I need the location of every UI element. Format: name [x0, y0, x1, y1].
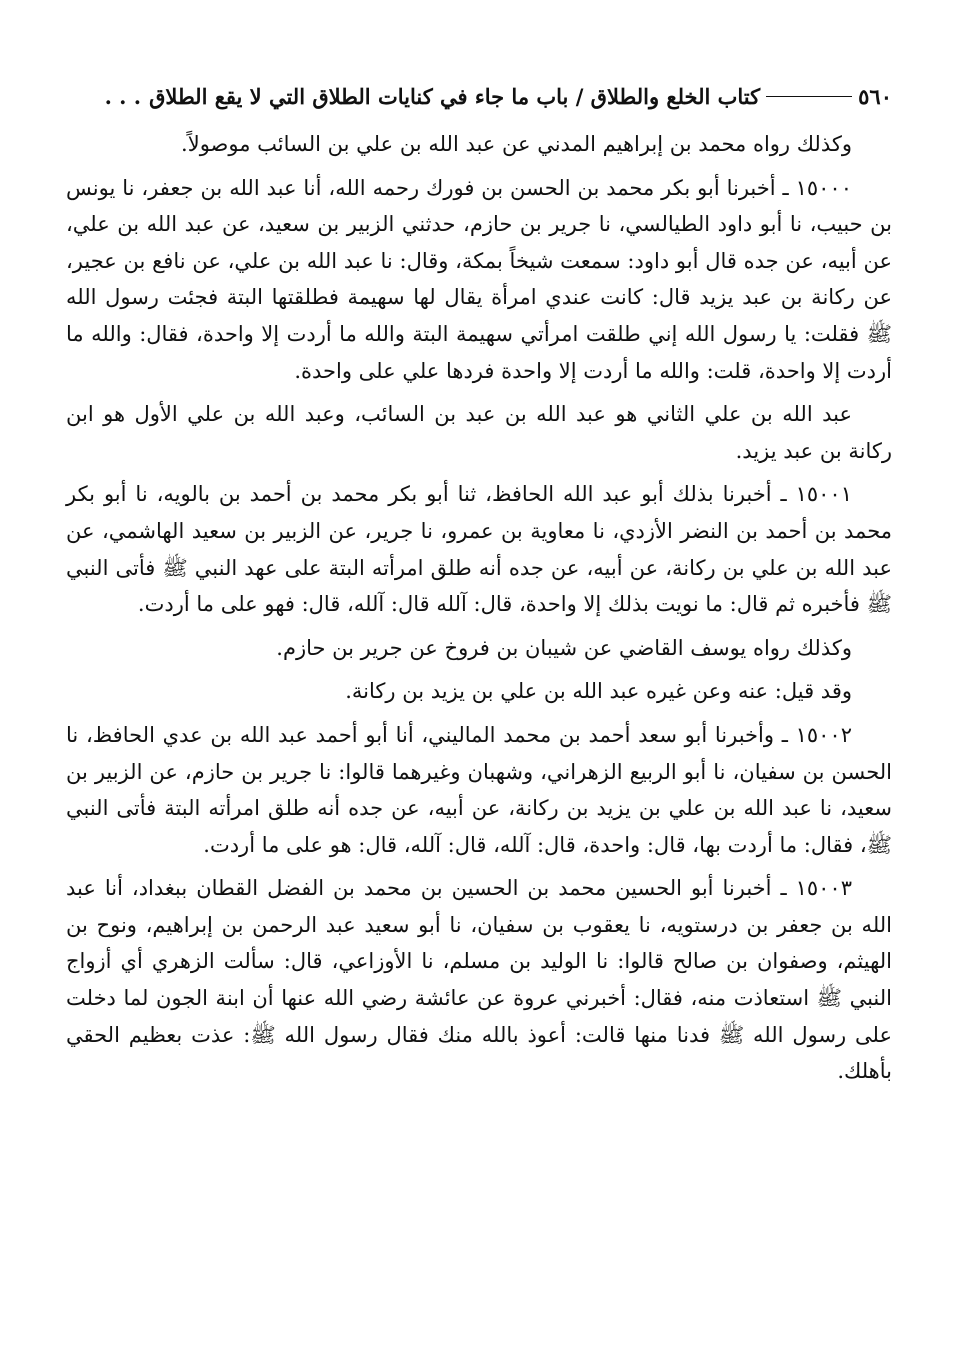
- paragraph-note-abdullah: عبد الله بن علي الثاني هو عبد الله بن عبد بن السائب، وعبد الله بن علي الأول هو ابن ركانة بن عبد يزيد.: [66, 402, 892, 463]
- hadith-15003: ١٥٠٠٣ ـ أخبرنا أبو الحسين محمد بن الحسين بن محمد بن الفضل القطان ببغداد، أنا عبد الله بن جعفر بن درستويه، نا يعقوب بن سفيان، نا أبو سعيد عبد الرحمن بن إبراهيم، ونوح بن الهيثم، وصفوان بن صالح قالوا: نا الوليد بن مسلم، نا الأوزاعي، قال: سألت الزهري أي أزواج النبي ﷺ استعاذت منه، فقال: أخبرني عروة عن عائشة رضي الله عنها أن ابنة الجون لما دخلت على رسول الله ﷺ فدنا منها قالت: أعوذ بالله منك فقال رسول الله ﷺ: عذت بعظيم الحقي بأهلك.: [66, 876, 892, 1084]
- page-body: [66, 126, 892, 1090]
- header-rule: [766, 96, 852, 97]
- page-header: [66, 78, 892, 114]
- hadith-15000: ١٥٠٠٠ ـ أخبرنا أبو بكر محمد بن الحسن بن فورك رحمه الله، أنا عبد الله بن جعفر، نا يونس بن حبيب، نا أبو داود الطيالسي، نا جرير بن حازم، حدثني الزبير بن سعيد، عن عبد الله بن علي، عن أبيه، عن جده قال أبو داود: سمعت شيخاً بمكة، وقال: نا عبد الله بن علي، عن نافع بن عجير، عن ركانة بن عبد يزيد قال: كانت عندي امرأة يقال لها سهيمة فطلقتها البتة فجئت رسول الله ﷺ فقلت: يا رسول الله إني طلقت امرأتي سهيمة البتة والله ما أردت إلا واحدة، فقال: والله ما أردت إلا واحدة، قلت: والله ما أردت إلا واحدة فردها علي على واحدة.: [66, 175, 892, 383]
- running-title-ellipsis: . . .: [104, 83, 142, 109]
- running-title: كتاب الخلع والطلاق / باب ما جاء في كنايات الطلاق التي لا يقع الطلاق: [149, 83, 761, 109]
- hadith-15002: ١٥٠٠٢ ـ وأخبرنا أبو سعد أحمد بن محمد الماليني، أنا أبو أحمد عبد الله بن عدي الحافظ، نا الحسن بن سفيان، نا أبو الربيع الزهراني، وشهبان وغيرهما قالوا: نا جرير بن حازم، عن الزبير بن سعيد، نا عبد الله بن علي بن يزيد بن ركانة، عن أبيه، عن جده أنه طلق امرأته البتة فأتى النبي ﷺ، فقال: ما أردت بها، قال: واحدة، قال: آلله، قال: آلله، قال: هو على ما أردت.: [66, 722, 892, 857]
- paragraph-note-yusuf-qadi: وكذلك رواه يوسف القاضي عن شيبان بن فروخ عن جرير بن حازم.: [276, 635, 852, 660]
- hadith-15001: ١٥٠٠١ ـ أخبرنا بذلك أبو عبد الله الحافظ، ثنا أبو بكر محمد بن أحمد بن بالويه، نا أبو بكر محمد بن أحمد بن النضر الأزدي، نا معاوية بن عمرو، نا جرير، عن الزبير بن سعيد الهاشمي، عن عبد الله بن علي بن ركانة، عن أبيه، عن جده أنه طلق امرأته البتة على عهد النبي ﷺ فأتى النبي ﷺ فأخبره ثم قال: ما نويت بذلك إلا واحدة، قال: آلله قال: آلله، قال: فهو على ما أردت.: [66, 482, 892, 617]
- paragraph-note-qila: وقد قيل: عنه وعن غيره عبد الله بن علي بن يزيد بن ركانة.: [345, 679, 852, 704]
- paragraph-note-mawsulan: وكذلك رواه محمد بن إبراهيم المدني عن عبد الله بن علي بن السائب موصولاً.: [181, 132, 852, 156]
- page-number: ٥٦٠: [858, 83, 892, 109]
